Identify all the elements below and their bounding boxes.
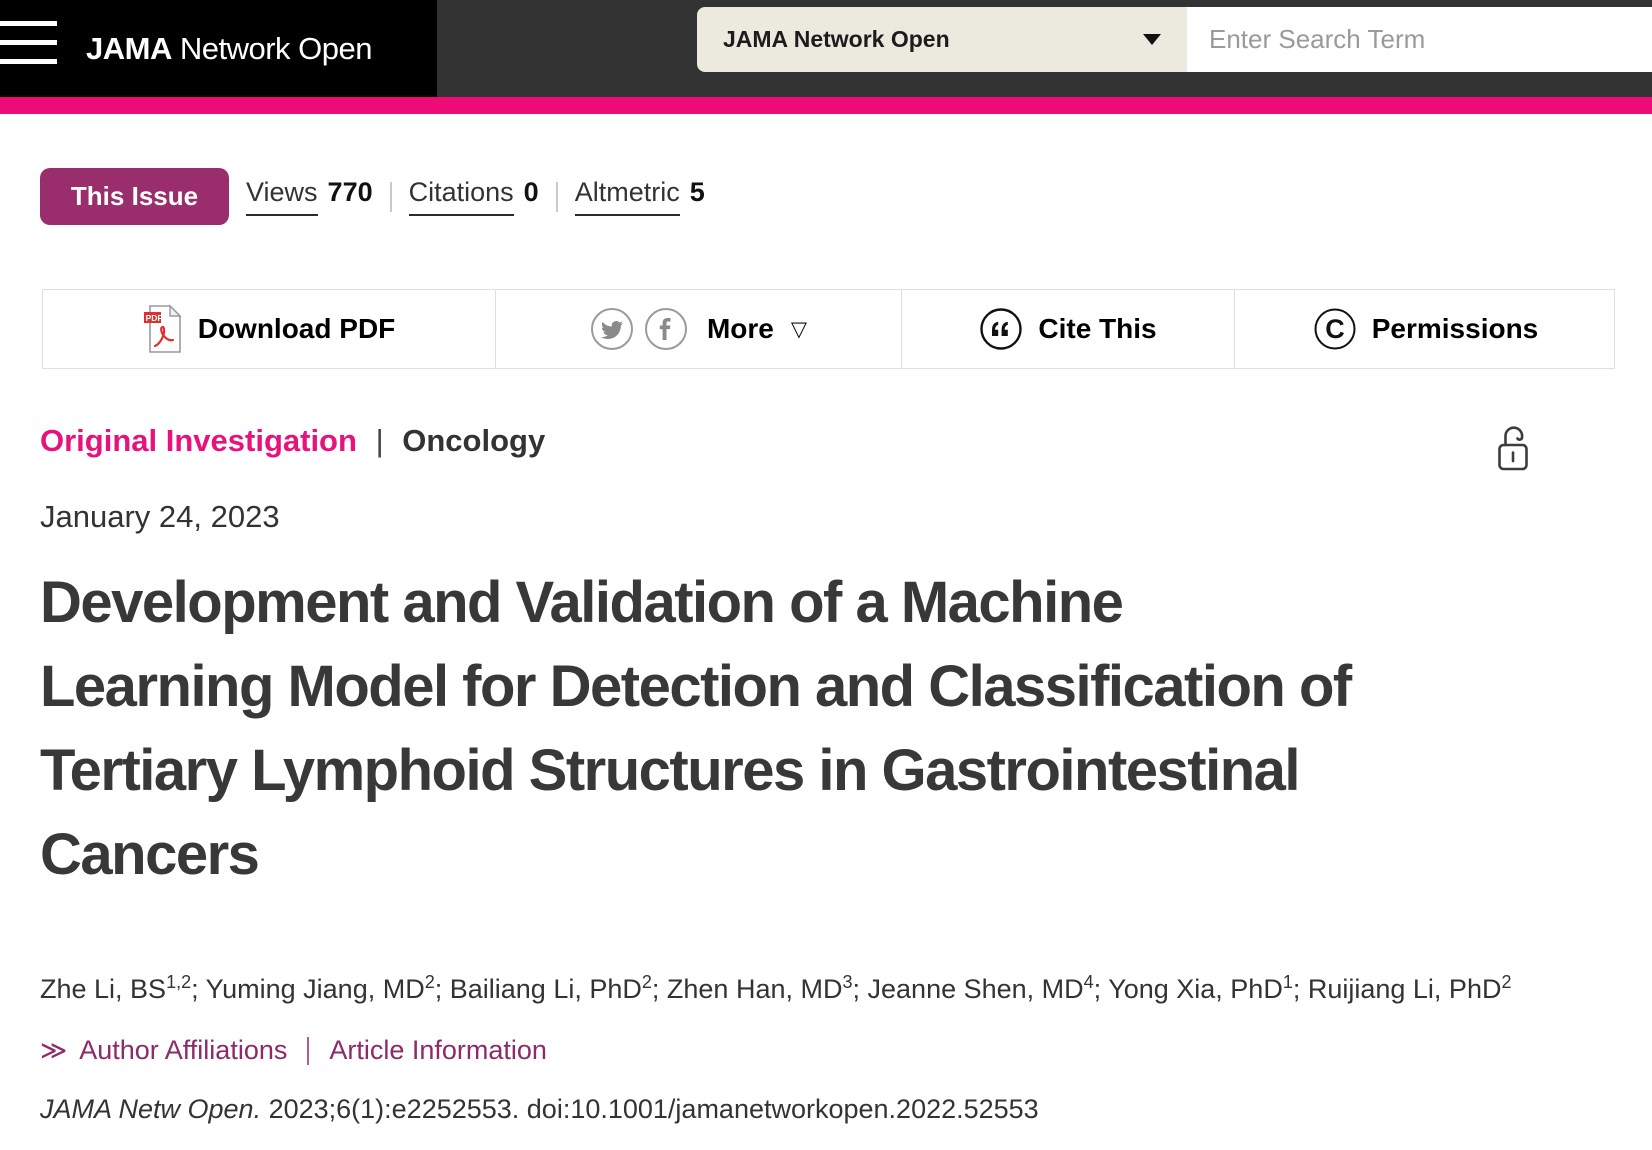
logo-block <box>0 0 437 97</box>
author-separator: ; <box>651 974 667 1004</box>
citation-journal: JAMA Netw Open. <box>40 1094 262 1124</box>
facebook-icon[interactable] <box>644 307 688 351</box>
author-separator: ; <box>191 974 206 1004</box>
author-affiliation-sup: 2 <box>641 972 652 992</box>
logo-bold-text: JAMA <box>86 30 172 66</box>
journal-logo[interactable] <box>86 0 372 97</box>
cite-this-button[interactable]: Cite This <box>901 290 1234 368</box>
copyright-icon <box>1313 307 1357 351</box>
social-icons <box>590 307 688 351</box>
title-line: Cancers <box>40 822 259 887</box>
citations-value: 0 <box>523 177 539 207</box>
author-link[interactable]: Ruijiang Li, PhD <box>1307 974 1502 1004</box>
metrics-row <box>40 168 1612 225</box>
triangle-down-icon: ▽ <box>790 317 808 341</box>
open-access-lock-icon <box>1496 419 1530 475</box>
article-head <box>40 423 1612 459</box>
publication-date: January 24, 2023 <box>40 499 280 534</box>
this-issue-button[interactable]: This Issue <box>40 168 229 225</box>
author-separator: ; <box>1093 974 1109 1004</box>
author-affiliation-sup: 1,2 <box>166 972 192 992</box>
altmetric-label: Altmetric <box>575 177 680 216</box>
author-link[interactable]: Zhen Han, MD <box>666 974 843 1004</box>
category-pipe: | <box>375 423 384 458</box>
hamburger-menu-button[interactable] <box>0 21 57 78</box>
journal-select-dropdown[interactable] <box>697 7 1187 72</box>
altmetric-metric-link[interactable] <box>575 177 705 216</box>
citations-metric-link[interactable] <box>409 177 539 216</box>
permissions-button[interactable]: C Permissions <box>1234 290 1616 368</box>
views-metric-link[interactable] <box>246 177 373 216</box>
svg-text:PDF: PDF <box>145 313 163 323</box>
chevron-down-icon <box>1143 34 1161 45</box>
category-line <box>40 423 1612 459</box>
citations-label: Citations <box>409 177 514 216</box>
logo-rest-text: Network Open <box>179 30 372 66</box>
article-information-link[interactable]: Article Information <box>329 1035 547 1065</box>
links-divider <box>307 1037 309 1065</box>
author-link[interactable]: Zhe Li, BS <box>40 974 167 1004</box>
search-group <box>697 7 1652 72</box>
article-links-line <box>40 1035 1612 1066</box>
journal-select-value: JAMA Network Open <box>723 26 950 52</box>
quote-icon <box>979 307 1023 351</box>
title-line: Learning Model for Detection and Classification of <box>40 654 1351 719</box>
category-link[interactable]: Original Investigation <box>40 423 357 458</box>
article-toolbar <box>42 289 1615 369</box>
site-header <box>0 0 1652 97</box>
author-link[interactable]: Bailiang Li, PhD <box>449 974 642 1004</box>
author-link[interactable]: Yuming Jiang, MD <box>205 974 425 1004</box>
author-separator: ; <box>852 974 868 1004</box>
main-content <box>0 168 1652 1125</box>
metric-divider <box>556 182 558 212</box>
download-pdf-button[interactable]: PDF Download PDF <box>43 290 495 368</box>
pdf-icon <box>143 304 183 354</box>
author-link[interactable]: Yong Xia, PhD <box>1108 974 1283 1004</box>
hamburger-icon <box>0 21 57 26</box>
more-share-button[interactable]: More ▽ <box>495 290 901 368</box>
author-affiliation-sup: 1 <box>1282 972 1293 992</box>
metric-divider <box>390 182 392 212</box>
author-separator: ; <box>1292 974 1308 1004</box>
authors-line <box>40 972 1612 1005</box>
search-input[interactable] <box>1187 7 1652 72</box>
views-label: Views <box>246 177 318 216</box>
svg-text:C: C <box>1324 314 1345 344</box>
double-chevron-icon: ≫ <box>40 1035 68 1065</box>
altmetric-value: 5 <box>689 177 705 207</box>
views-value: 770 <box>327 177 373 207</box>
citation-line <box>40 1094 1612 1125</box>
author-affiliation-sup: 4 <box>1083 972 1094 992</box>
article-title <box>40 561 1612 897</box>
title-line: Development and Validation of a Machine <box>40 570 1123 635</box>
author-affiliation-sup: 3 <box>842 972 853 992</box>
title-line: Tertiary Lymphoid Structures in Gastrointestinal <box>40 738 1300 803</box>
author-affiliation-sup: 2 <box>424 972 435 992</box>
author-separator: ; <box>434 974 450 1004</box>
subject-link[interactable]: Oncology <box>402 423 546 458</box>
citation-rest: 2023;6(1):e2252553. doi:10.1001/jamanetworkopen.2022.52553 <box>261 1094 1039 1124</box>
author-affiliations-link[interactable]: Author Affiliations <box>79 1035 288 1065</box>
author-link[interactable]: Jeanne Shen, MD <box>867 974 1084 1004</box>
author-affiliation-sup: 2 <box>1501 972 1512 992</box>
twitter-icon[interactable] <box>590 307 634 351</box>
accent-bar <box>0 97 1652 114</box>
